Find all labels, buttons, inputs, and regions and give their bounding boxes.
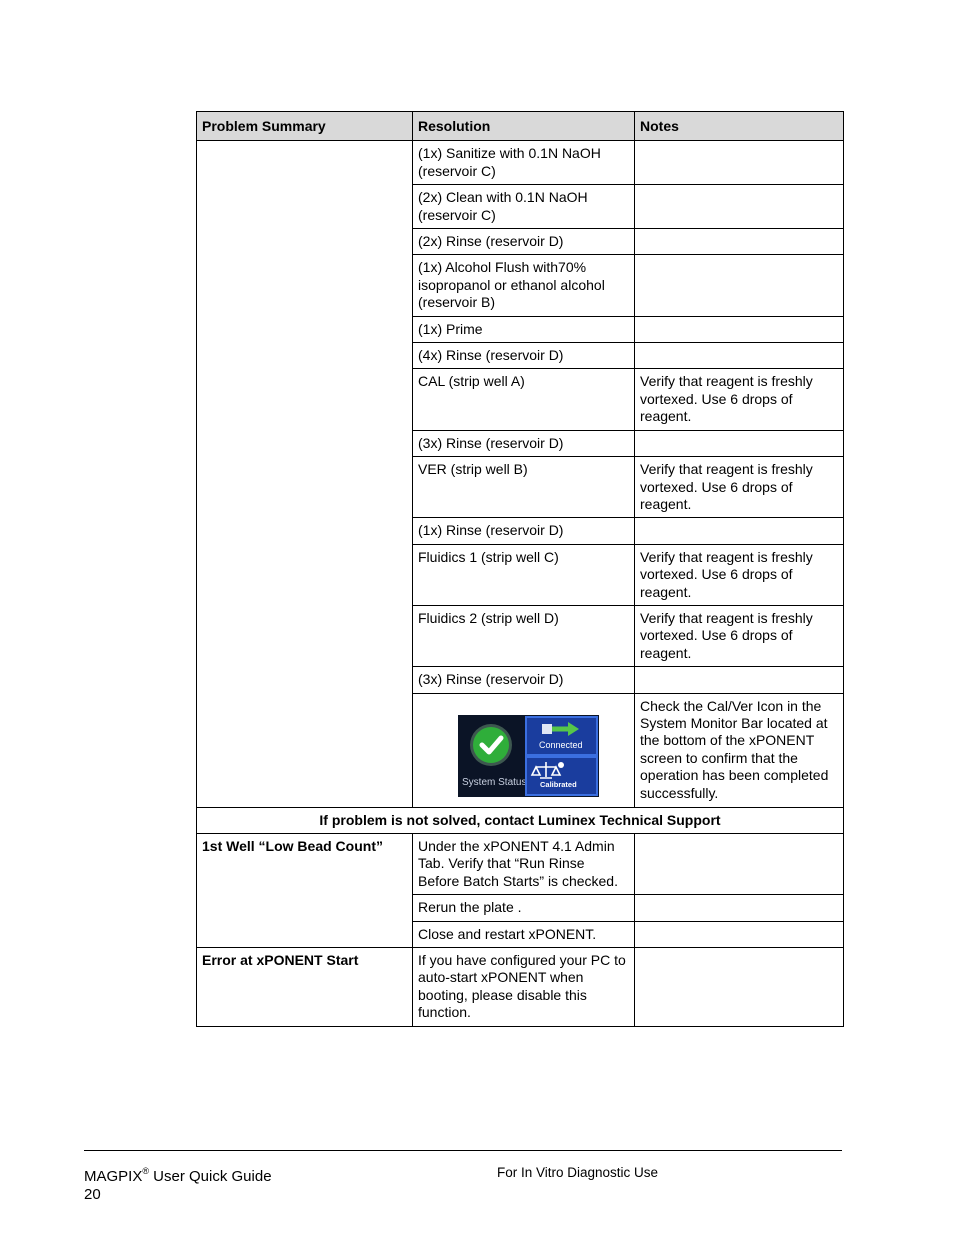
resolution-cell: (2x) Clean with 0.1N NaOH (reservoir C): [413, 185, 635, 229]
table-row: [197, 141, 844, 185]
notes-cell: [635, 343, 844, 369]
notes-cell: [635, 185, 844, 229]
footer-guide-title: [84, 1163, 272, 1204]
header-problem-summary: Problem Summary: [197, 112, 413, 141]
notes-cell: Verify that reagent is freshly vortexed. Use 6 drops of reagent.: [635, 605, 844, 666]
notes-cell: Check the Cal/Ver Icon in the System Monitor Bar located at the bottom of the xPONENT screen to confirm that the operation has been completed successfully.: [635, 693, 844, 807]
check-circle-icon: [473, 727, 509, 763]
notes-cell: [635, 255, 844, 316]
problem-summary-cell: Error at xPONENT Start: [197, 948, 413, 1027]
table-row: [197, 833, 844, 894]
table-header-row: [197, 112, 844, 141]
resolution-cell: (2x) Rinse (reservoir D): [413, 229, 635, 255]
resolution-cell: (3x) Rinse (reservoir D): [413, 430, 635, 456]
system-status-screenshot: [458, 715, 599, 797]
resolution-cell: Fluidics 2 (strip well D): [413, 605, 635, 666]
footer-product: MAGPIX: [84, 1168, 143, 1185]
system-status-label: System Status: [462, 776, 527, 788]
footer-divider: [84, 1150, 842, 1151]
status-image-cell: [413, 693, 635, 807]
header-resolution: Resolution: [413, 112, 635, 141]
resolution-cell: (1x) Rinse (reservoir D): [413, 518, 635, 544]
banner-row: [197, 807, 844, 833]
notes-cell: [635, 921, 844, 947]
resolution-cell: (1x) Prime: [413, 316, 635, 342]
connected-label: Connected: [539, 739, 583, 750]
calibrated-label: Calibrated: [540, 779, 577, 789]
resolution-cell: Under the xPONENT 4.1 Admin Tab. Verify that “Run Rinse Before Batch Starts” is checked.: [413, 833, 635, 894]
footer-title-rest: User Quick Guide: [149, 1168, 272, 1185]
support-banner: If problem is not solved, contact Luminex Technical Support: [197, 807, 844, 833]
header-notes: Notes: [635, 112, 844, 141]
resolution-cell: (3x) Rinse (reservoir D): [413, 667, 635, 693]
notes-cell: Verify that reagent is freshly vortexed. Use 6 drops of reagent.: [635, 544, 844, 605]
resolution-cell: (1x) Alcohol Flush with70% isopropanol or ethanol alcohol (reservoir B): [413, 255, 635, 316]
notes-cell: Verify that reagent is freshly vortexed. Use 6 drops of reagent.: [635, 457, 844, 518]
problem-summary-cell: 1st Well “Low Bead Count”: [197, 833, 413, 947]
notes-cell: [635, 518, 844, 544]
notes-cell: Verify that reagent is freshly vortexed. Use 6 drops of reagent.: [635, 369, 844, 430]
resolution-cell: Rerun the plate .: [413, 895, 635, 921]
notes-cell: [635, 430, 844, 456]
notes-cell: [635, 141, 844, 185]
resolution-cell: CAL (strip well A): [413, 369, 635, 430]
resolution-cell: Close and restart xPONENT.: [413, 921, 635, 947]
resolution-cell: (4x) Rinse (reservoir D): [413, 343, 635, 369]
notes-cell: [635, 895, 844, 921]
notes-cell: [635, 667, 844, 693]
troubleshooting-table: [196, 111, 844, 1027]
resolution-cell: (1x) Sanitize with 0.1N NaOH (reservoir C): [413, 141, 635, 185]
notes-cell: [635, 833, 844, 894]
footer-ivd-notice: For In Vitro Diagnostic Use: [497, 1165, 659, 1180]
notes-cell: [635, 229, 844, 255]
resolution-cell: Fluidics 1 (strip well C): [413, 544, 635, 605]
registered-mark: ®: [142, 1166, 149, 1176]
notes-cell: [635, 316, 844, 342]
notes-cell: [635, 948, 844, 1027]
resolution-cell: If you have configured your PC to auto-start xPONENT when booting, please disable this function.: [413, 948, 635, 1027]
table-row: [197, 948, 844, 1027]
page-number: 20: [84, 1186, 101, 1203]
problem-summary-cell: [197, 141, 413, 807]
resolution-cell: VER (strip well B): [413, 457, 635, 518]
